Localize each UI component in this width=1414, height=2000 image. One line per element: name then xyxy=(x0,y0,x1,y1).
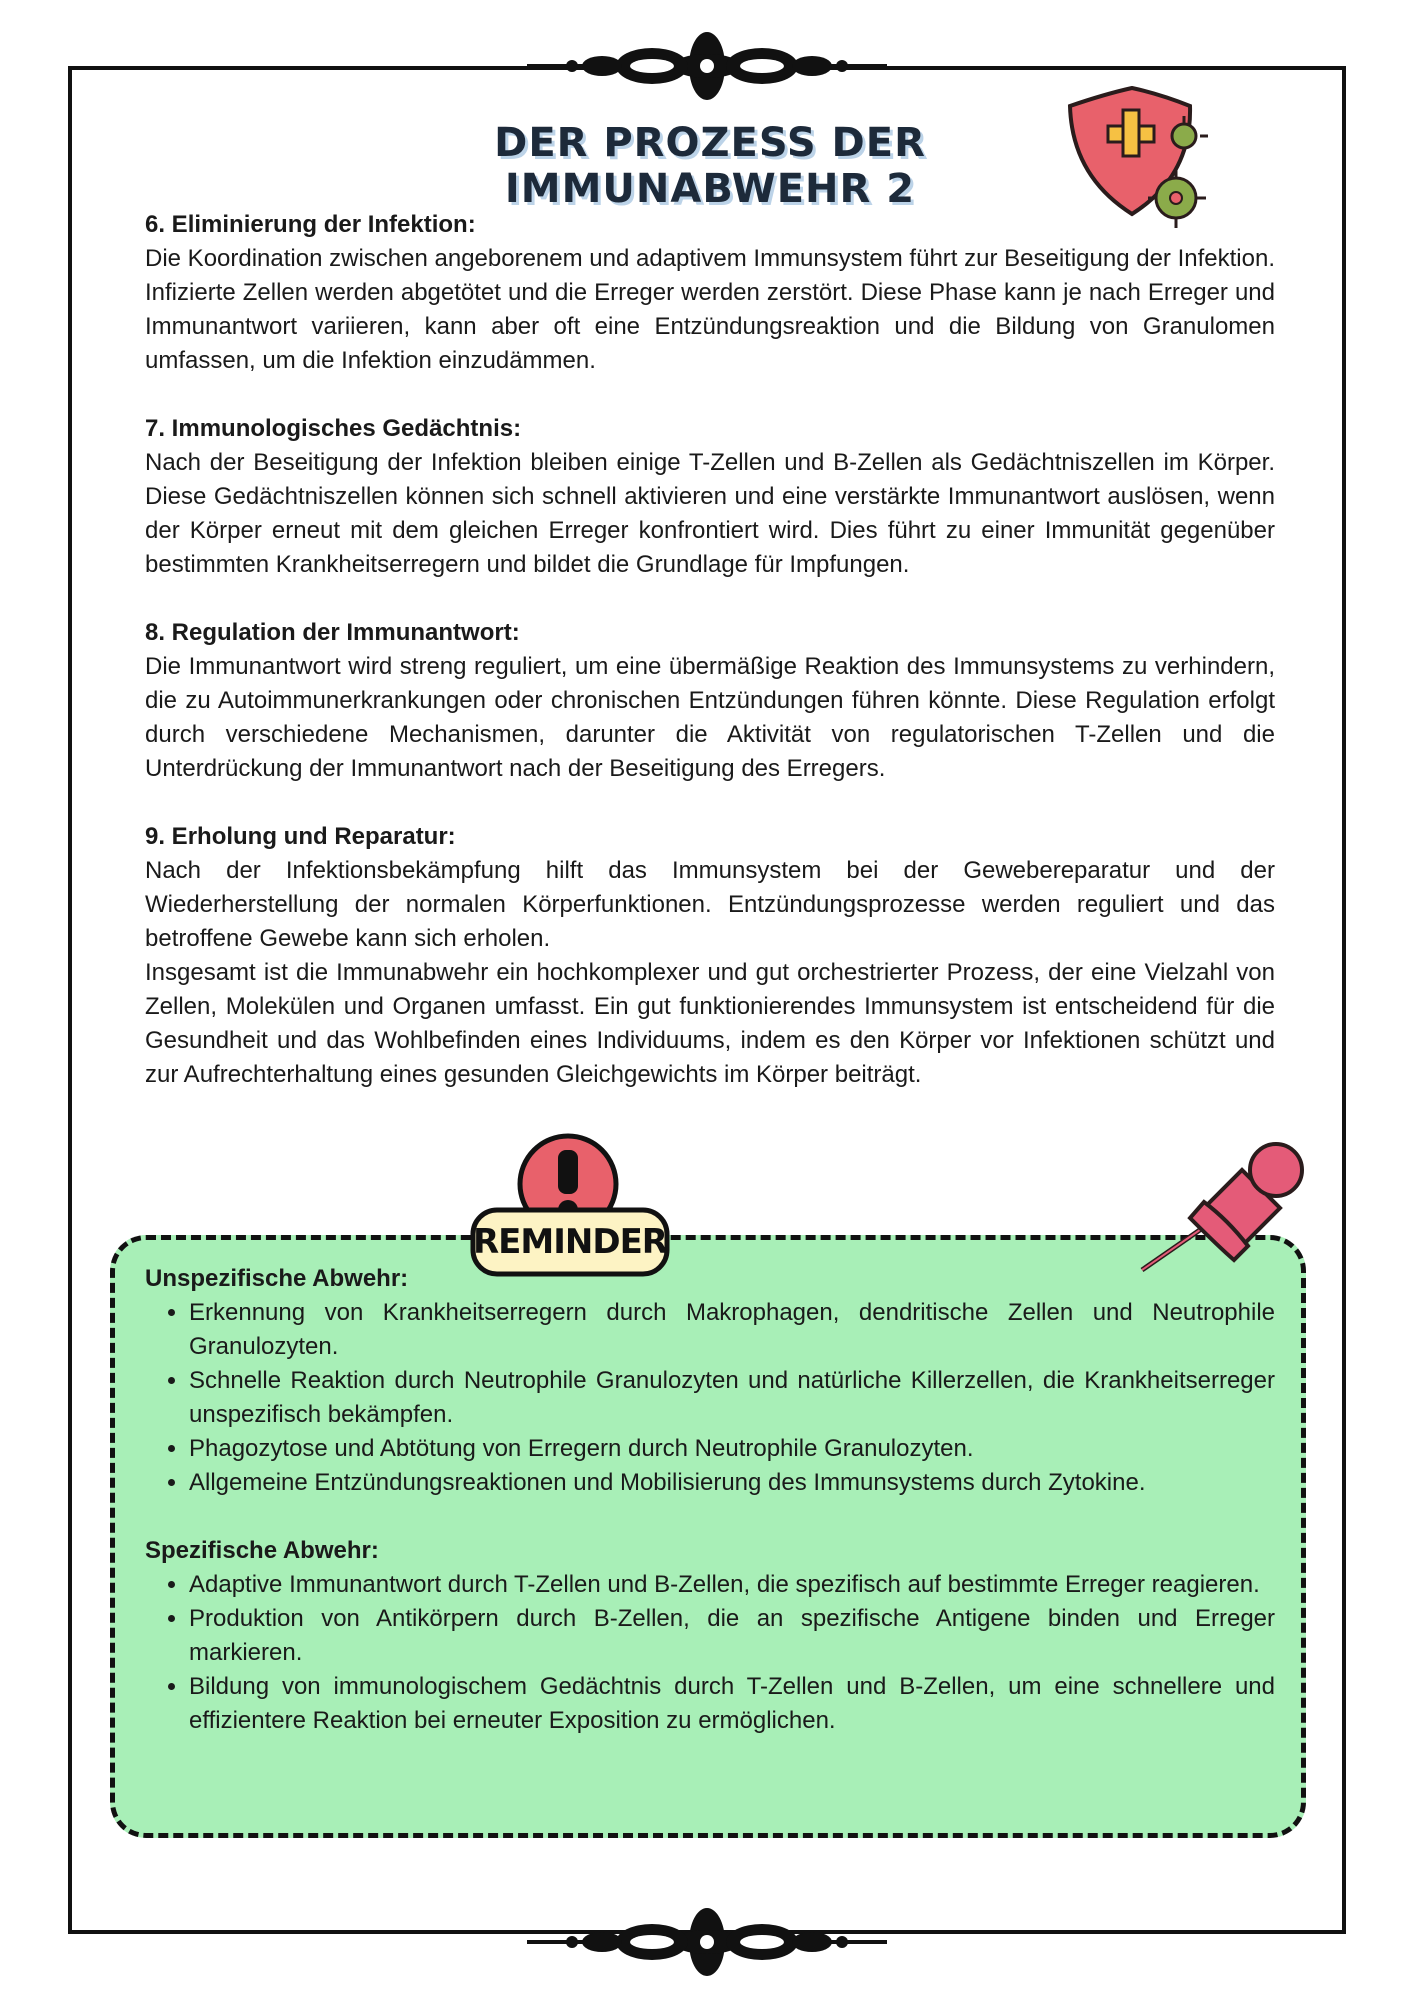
list-item: • Adaptive Immunantwort durch T-Zellen und B-Zellen, die spezifisch auf bestimmte Erreger reagieren. xyxy=(189,1568,1275,1602)
section-recovery xyxy=(145,820,1275,1092)
unspecific-list xyxy=(145,1296,1275,1500)
reminder-content xyxy=(145,1262,1275,1738)
list-item: • Schnelle Reaktion durch Neutrophile Granulozyten und natürliche Killerzellen, die Krankheitserreger unspezifisch bekämpfen. xyxy=(189,1364,1275,1432)
section-paragraph: Die Koordination zwischen angeborenem und adaptivem Immunsystem führt zur Beseitigung der Infektion. Infizierte Zellen werden abgetötet und die Erreger werden zerstört. Diese Phase kann je nach Erreger und Immunantwort variieren, kann aber oft eine Entzündungsreaktion und die Bildung von Granulomen umfassen, um die Infektion einzudämmen. xyxy=(145,245,1275,374)
section-heading: 8. Regulation der Immunantwort: xyxy=(145,619,520,646)
section-paragraph: Nach der Infektionsbekämpfung hilft das Immunsystem bei der Gewebereparatur und der Wiederherstellung der normalen Körperfunktionen. Entzündungsprozesse werden reguliert und das betroffene Gewebe kann sich erholen. xyxy=(145,857,1275,952)
section-memory xyxy=(145,412,1275,582)
spacer xyxy=(145,1500,1275,1534)
group-heading: Spezifische Abwehr: xyxy=(145,1537,379,1564)
ornament-bottom-icon xyxy=(527,1900,887,1984)
page-title: DER PROZESS DER IMMUNABWEHR 2 xyxy=(494,120,926,212)
push-pin-icon xyxy=(1130,1140,1320,1280)
reminder-badge-label: REMINDER xyxy=(473,1222,667,1262)
list-item: • Allgemeine Entzündungsreaktionen und Mobilisierung des Immunsystems durch Zytokine. xyxy=(189,1466,1275,1500)
list-item: • Phagozytose und Abtötung von Erregern durch Neutrophile Granulozyten. xyxy=(189,1432,1275,1466)
section-heading: 9. Erholung und Reparatur: xyxy=(145,823,456,850)
list-item: • Bildung von immunologischem Gedächtnis durch T-Zellen und B-Zellen, um eine schnellere und effizientere Reaktion bei erneuter Exposition zu ermöglichen. xyxy=(189,1670,1275,1738)
section-paragraph: Insgesamt ist die Immunabwehr ein hochkomplexer und gut orchestrierter Prozess, der eine Vielzahl von Zellen, Molekülen und Organen umfasst. Ein gut funktionierendes Immunsystem ist entscheidend für die Gesundheit und das Wohlbefinden eines Individuums, indem es den Körper vor Infektionen schützt und zur Aufrechterhaltung eines gesunden Gleichgewichts im Körper beiträgt. xyxy=(145,959,1275,1088)
main-content xyxy=(145,208,1275,1092)
section-paragraph: Die Immunantwort wird streng reguliert, um eine übermäßige Reaktion des Immunsystems zu verhindern, die zu Autoimmunerkrankungen oder chronischen Entzündungen führen könnte. Diese Regulation erfolgt durch verschiedene Mechanismen, darunter die Aktivität von regulatorischen T-Zellen und die Unterdrückung der Immunantwort nach der Beseitigung des Erregers. xyxy=(145,653,1275,782)
ornament-top-icon xyxy=(527,24,887,108)
section-paragraph: Nach der Beseitigung der Infektion bleiben einige T-Zellen und B-Zellen als Gedächtniszellen im Körper. Diese Gedächtniszellen können sich schnell aktivieren und eine verstärkte Immunantwort auslösen, wenn der Körper erneut mit dem gleichen Erreger konfrontiert wird. Dies führt zu einer Immunität gegenüber bestimmten Krankheitserregern und bildet die Grundlage für Impfungen. xyxy=(145,449,1275,578)
list-item: • Produktion von Antikörpern durch B-Zellen, die an spezifische Antigene binden und Erreger markieren. xyxy=(189,1602,1275,1670)
list-item: • Erkennung von Krankheitserregern durch Makrophagen, dendritische Zellen und Neutrophile Granulozyten. xyxy=(189,1296,1275,1364)
section-regulation xyxy=(145,616,1275,786)
section-heading: 7. Immunologisches Gedächtnis: xyxy=(145,415,522,442)
group-heading: Unspezifische Abwehr: xyxy=(145,1265,409,1292)
specific-list xyxy=(145,1568,1275,1738)
section-heading: 6. Eliminierung der Infektion: xyxy=(145,211,476,238)
section-elimination xyxy=(145,208,1275,378)
